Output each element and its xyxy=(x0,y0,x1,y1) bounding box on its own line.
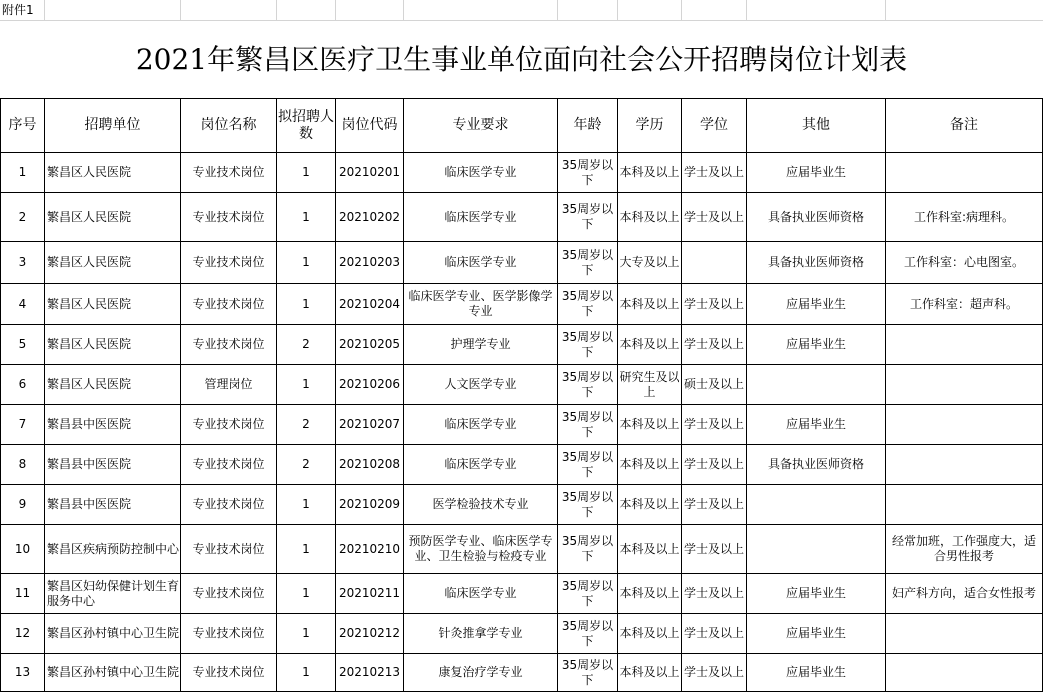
position-name: 专业技术岗位 xyxy=(181,193,277,242)
position-code: 20210203 xyxy=(336,242,404,284)
recruiting-unit: 繁昌区人民医院 xyxy=(45,242,181,284)
position-code: 20210208 xyxy=(336,445,404,485)
recruitment-table xyxy=(0,98,1043,692)
table-row xyxy=(1,654,1043,692)
position-code: 20210206 xyxy=(336,365,404,405)
recruiting-unit: 繁昌区妇幼保健计划生育服务中心 xyxy=(45,574,181,614)
remarks xyxy=(886,405,1043,445)
header-cell: 备注 xyxy=(886,99,1043,153)
education-requirement: 大专及以上 xyxy=(618,242,682,284)
other-requirement: 应届毕业生 xyxy=(747,405,886,445)
major-requirement: 临床医学专业 xyxy=(404,153,558,193)
header-cell: 其他 xyxy=(747,99,886,153)
age-requirement: 35周岁以下 xyxy=(558,153,618,193)
position-code: 20210201 xyxy=(336,153,404,193)
remarks: 工作科室:病理科。 xyxy=(886,193,1043,242)
other-requirement: 具备执业医师资格 xyxy=(747,193,886,242)
attachment-label: 附件1 xyxy=(2,3,34,17)
header-cell: 岗位名称 xyxy=(181,99,277,153)
recruiting-unit: 繁昌区孙村镇中心卫生院 xyxy=(45,614,181,654)
recruiting-unit: 繁昌县中医医院 xyxy=(45,405,181,445)
position-code: 20210205 xyxy=(336,325,404,365)
position-name: 专业技术岗位 xyxy=(181,325,277,365)
position-name: 专业技术岗位 xyxy=(181,525,277,574)
position-name: 专业技术岗位 xyxy=(181,614,277,654)
remarks xyxy=(886,654,1043,692)
age-requirement: 35周岁以下 xyxy=(558,193,618,242)
recruiting-unit: 繁昌区人民医院 xyxy=(45,153,181,193)
major-requirement: 临床医学专业 xyxy=(404,574,558,614)
education-requirement: 本科及以上 xyxy=(618,445,682,485)
remarks: 工作科室：超声科。 xyxy=(886,284,1043,325)
top-grid-row xyxy=(0,0,1043,21)
position-name: 专业技术岗位 xyxy=(181,242,277,284)
education-requirement: 本科及以上 xyxy=(618,153,682,193)
row-index: 3 xyxy=(1,242,45,284)
degree-requirement: 学士及以上 xyxy=(682,654,747,692)
other-requirement: 应届毕业生 xyxy=(747,614,886,654)
major-requirement: 临床医学专业、医学影像学专业 xyxy=(404,284,558,325)
major-requirement: 医学检验技术专业 xyxy=(404,485,558,525)
other-requirement xyxy=(747,365,886,405)
position-code: 20210207 xyxy=(336,405,404,445)
age-requirement: 35周岁以下 xyxy=(558,242,618,284)
table-row xyxy=(1,614,1043,654)
education-requirement: 本科及以上 xyxy=(618,405,682,445)
age-requirement: 35周岁以下 xyxy=(558,284,618,325)
recruiting-unit: 繁昌区人民医院 xyxy=(45,284,181,325)
row-index: 6 xyxy=(1,365,45,405)
age-requirement: 35周岁以下 xyxy=(558,445,618,485)
headcount: 1 xyxy=(277,574,336,614)
headcount: 2 xyxy=(277,405,336,445)
position-code: 20210204 xyxy=(336,284,404,325)
age-requirement: 35周岁以下 xyxy=(558,525,618,574)
row-index: 13 xyxy=(1,654,45,692)
header-cell: 学历 xyxy=(618,99,682,153)
major-requirement: 临床医学专业 xyxy=(404,445,558,485)
education-requirement: 研究生及以上 xyxy=(618,365,682,405)
table-row xyxy=(1,485,1043,525)
age-requirement: 35周岁以下 xyxy=(558,574,618,614)
remarks: 妇产科方向，适合女性报考 xyxy=(886,574,1043,614)
major-requirement: 针灸推拿学专业 xyxy=(404,614,558,654)
row-index: 2 xyxy=(1,193,45,242)
degree-requirement: 学士及以上 xyxy=(682,614,747,654)
headcount: 1 xyxy=(277,153,336,193)
headcount: 1 xyxy=(277,654,336,692)
row-index: 12 xyxy=(1,614,45,654)
header-cell: 序号 xyxy=(1,99,45,153)
header-cell: 学位 xyxy=(682,99,747,153)
table-row xyxy=(1,242,1043,284)
row-index: 5 xyxy=(1,325,45,365)
degree-requirement: 学士及以上 xyxy=(682,153,747,193)
degree-requirement: 学士及以上 xyxy=(682,485,747,525)
degree-requirement xyxy=(682,242,747,284)
position-name: 专业技术岗位 xyxy=(181,485,277,525)
age-requirement: 35周岁以下 xyxy=(558,405,618,445)
other-requirement: 应届毕业生 xyxy=(747,153,886,193)
major-requirement: 护理学专业 xyxy=(404,325,558,365)
position-name: 专业技术岗位 xyxy=(181,574,277,614)
headcount: 2 xyxy=(277,445,336,485)
education-requirement: 本科及以上 xyxy=(618,525,682,574)
position-code: 20210209 xyxy=(336,485,404,525)
position-name: 专业技术岗位 xyxy=(181,445,277,485)
age-requirement: 35周岁以下 xyxy=(558,654,618,692)
education-requirement: 本科及以上 xyxy=(618,654,682,692)
row-index: 1 xyxy=(1,153,45,193)
remarks xyxy=(886,325,1043,365)
degree-requirement: 学士及以上 xyxy=(682,574,747,614)
table-row xyxy=(1,365,1043,405)
other-requirement xyxy=(747,485,886,525)
remarks xyxy=(886,614,1043,654)
degree-requirement: 学士及以上 xyxy=(682,325,747,365)
row-index: 4 xyxy=(1,284,45,325)
education-requirement: 本科及以上 xyxy=(618,193,682,242)
other-requirement: 应届毕业生 xyxy=(747,574,886,614)
degree-requirement: 学士及以上 xyxy=(682,193,747,242)
table-row xyxy=(1,445,1043,485)
other-requirement: 具备执业医师资格 xyxy=(747,242,886,284)
remarks xyxy=(886,445,1043,485)
headcount: 1 xyxy=(277,242,336,284)
degree-requirement: 学士及以上 xyxy=(682,525,747,574)
major-requirement: 康复治疗学专业 xyxy=(404,654,558,692)
row-index: 10 xyxy=(1,525,45,574)
header-cell: 拟招聘人数 xyxy=(277,99,336,153)
age-requirement: 35周岁以下 xyxy=(558,485,618,525)
major-requirement: 临床医学专业 xyxy=(404,405,558,445)
headcount: 1 xyxy=(277,365,336,405)
other-requirement: 应届毕业生 xyxy=(747,654,886,692)
major-requirement: 临床医学专业 xyxy=(404,242,558,284)
headcount: 1 xyxy=(277,485,336,525)
position-name: 专业技术岗位 xyxy=(181,654,277,692)
position-name: 专业技术岗位 xyxy=(181,284,277,325)
age-requirement: 35周岁以下 xyxy=(558,325,618,365)
major-requirement: 人文医学专业 xyxy=(404,365,558,405)
other-requirement: 具备执业医师资格 xyxy=(747,445,886,485)
education-requirement: 本科及以上 xyxy=(618,485,682,525)
table-row xyxy=(1,574,1043,614)
remarks: 工作科室：心电图室。 xyxy=(886,242,1043,284)
position-code: 20210213 xyxy=(336,654,404,692)
row-index: 7 xyxy=(1,405,45,445)
major-requirement: 临床医学专业 xyxy=(404,193,558,242)
age-requirement: 35周岁以下 xyxy=(558,365,618,405)
position-code: 20210202 xyxy=(336,193,404,242)
row-index: 9 xyxy=(1,485,45,525)
position-code: 20210210 xyxy=(336,525,404,574)
recruiting-unit: 繁昌区人民医院 xyxy=(45,365,181,405)
headcount: 2 xyxy=(277,325,336,365)
page-title: 2021年繁昌区医疗卫生事业单位面向社会公开招聘岗位计划表 xyxy=(135,43,908,76)
header-row xyxy=(1,99,1043,153)
position-name: 管理岗位 xyxy=(181,365,277,405)
recruiting-unit: 繁昌区人民医院 xyxy=(45,193,181,242)
education-requirement: 本科及以上 xyxy=(618,284,682,325)
headcount: 1 xyxy=(277,284,336,325)
headcount: 1 xyxy=(277,614,336,654)
headcount: 1 xyxy=(277,525,336,574)
remarks xyxy=(886,485,1043,525)
remarks: 经常加班，工作强度大，适合男性报考 xyxy=(886,525,1043,574)
table-row xyxy=(1,405,1043,445)
table-row xyxy=(1,284,1043,325)
header-cell: 岗位代码 xyxy=(336,99,404,153)
education-requirement: 本科及以上 xyxy=(618,574,682,614)
education-requirement: 本科及以上 xyxy=(618,325,682,365)
degree-requirement: 学士及以上 xyxy=(682,284,747,325)
recruiting-unit: 繁昌区疾病预防控制中心 xyxy=(45,525,181,574)
table-row xyxy=(1,525,1043,574)
other-requirement: 应届毕业生 xyxy=(747,325,886,365)
position-name: 专业技术岗位 xyxy=(181,405,277,445)
position-name: 专业技术岗位 xyxy=(181,153,277,193)
age-requirement: 35周岁以下 xyxy=(558,614,618,654)
other-requirement xyxy=(747,525,886,574)
header-cell: 招聘单位 xyxy=(45,99,181,153)
table-row xyxy=(1,325,1043,365)
header-cell: 专业要求 xyxy=(404,99,558,153)
other-requirement: 应届毕业生 xyxy=(747,284,886,325)
headcount: 1 xyxy=(277,193,336,242)
remarks xyxy=(886,153,1043,193)
row-index: 11 xyxy=(1,574,45,614)
degree-requirement: 硕士及以上 xyxy=(682,365,747,405)
education-requirement: 本科及以上 xyxy=(618,614,682,654)
table-row xyxy=(1,153,1043,193)
position-code: 20210211 xyxy=(336,574,404,614)
recruiting-unit: 繁昌县中医医院 xyxy=(45,485,181,525)
recruiting-unit: 繁昌区人民医院 xyxy=(45,325,181,365)
table-row xyxy=(1,193,1043,242)
degree-requirement: 学士及以上 xyxy=(682,405,747,445)
major-requirement: 预防医学专业、临床医学专业、卫生检验与检疫专业 xyxy=(404,525,558,574)
recruiting-unit: 繁昌区孙村镇中心卫生院 xyxy=(45,654,181,692)
row-index: 8 xyxy=(1,445,45,485)
recruiting-unit: 繁昌县中医医院 xyxy=(45,445,181,485)
position-code: 20210212 xyxy=(336,614,404,654)
header-cell: 年龄 xyxy=(558,99,618,153)
degree-requirement: 学士及以上 xyxy=(682,445,747,485)
remarks xyxy=(886,365,1043,405)
